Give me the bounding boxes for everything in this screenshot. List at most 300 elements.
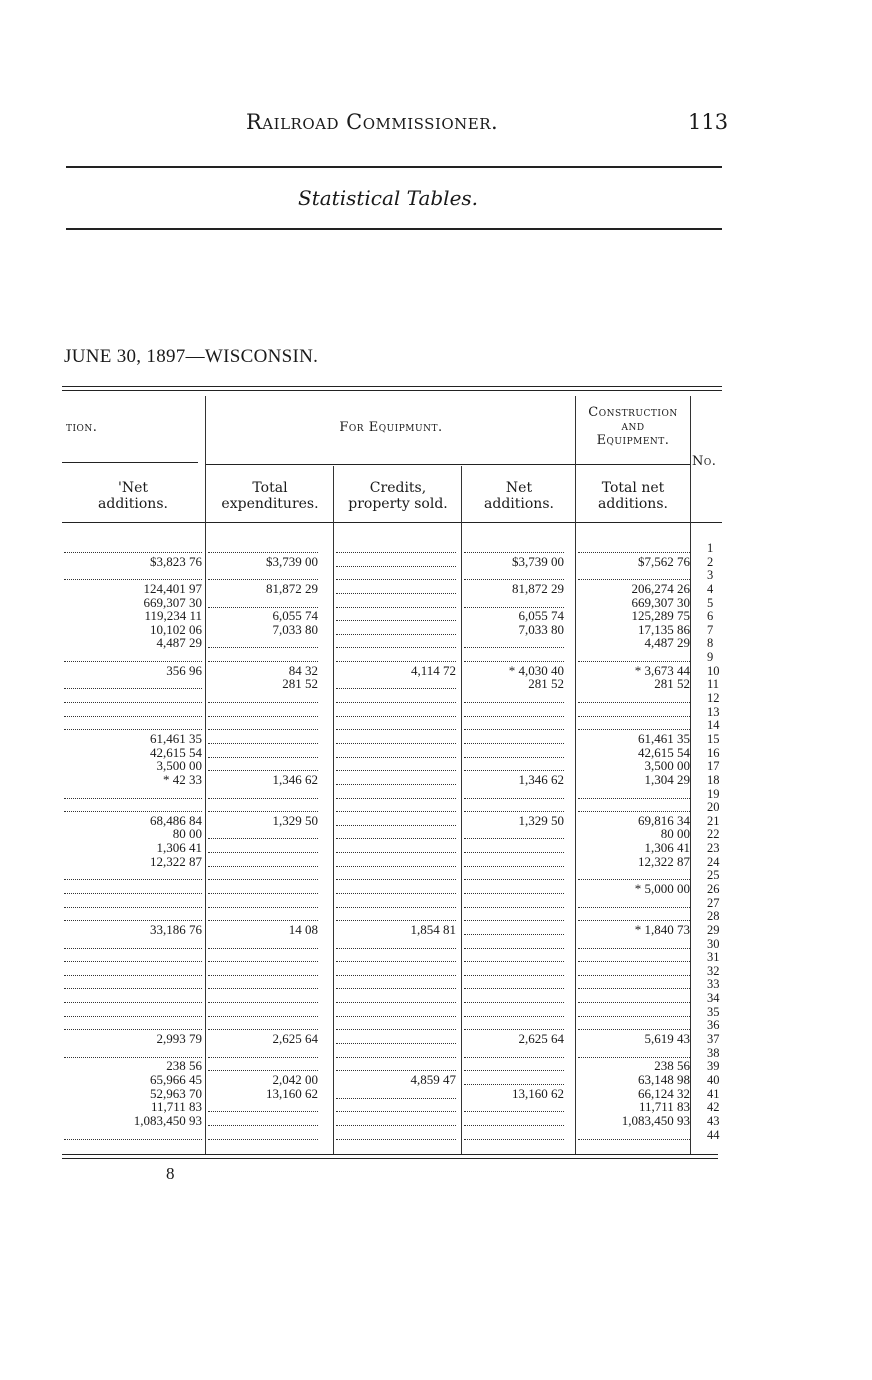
table-row bbox=[62, 787, 722, 801]
row-number: 32 bbox=[707, 963, 720, 978]
table-cell-e bbox=[578, 1005, 690, 1017]
table-cell-d: 81,872 29 bbox=[512, 580, 564, 596]
row-number: 8 bbox=[707, 636, 714, 651]
table-cell-b: 1,329 50 bbox=[272, 812, 318, 828]
table-cell-c bbox=[336, 609, 456, 621]
table-top-rule-2 bbox=[62, 390, 722, 391]
row-number: 13 bbox=[707, 704, 720, 719]
table-cell-c bbox=[336, 677, 456, 689]
table-cell-b bbox=[208, 827, 318, 839]
table-cell-c bbox=[336, 568, 456, 580]
table-cell-b bbox=[208, 732, 318, 744]
table-cell-b: 14 08 bbox=[288, 921, 318, 937]
table-cell-a: * 42 33 bbox=[163, 771, 202, 787]
table-cell-c bbox=[336, 909, 456, 921]
table-cell-d: 281 52 bbox=[528, 676, 564, 692]
row-number: 2 bbox=[707, 554, 714, 569]
running-head-title: Railroad Commissioner. bbox=[246, 110, 499, 134]
row-number: 11 bbox=[707, 677, 720, 692]
table-cell-b bbox=[208, 841, 318, 853]
table-row bbox=[62, 977, 722, 991]
row-number: 42 bbox=[707, 1100, 720, 1115]
table-cell-e: * 1,840 73 bbox=[634, 921, 690, 937]
table-cell-e: 69,816 34 bbox=[638, 812, 690, 828]
table-row bbox=[62, 555, 722, 569]
table-cell-a bbox=[64, 568, 202, 580]
table-cell-a bbox=[64, 541, 202, 553]
table-cell-d bbox=[464, 1100, 564, 1112]
row-number: 40 bbox=[707, 1072, 720, 1087]
table-cell-e: 125,289 75 bbox=[631, 608, 690, 624]
table-cell-e bbox=[578, 937, 690, 949]
table-cell-d bbox=[464, 746, 564, 758]
table-cell-d bbox=[464, 923, 564, 935]
table-cell-d bbox=[464, 636, 564, 648]
col-total-net-line1: Total net bbox=[601, 480, 665, 496]
col-net-additions bbox=[62, 480, 204, 512]
table-title: JUNE 30, 1897—WISCONSIN. bbox=[64, 346, 319, 367]
table-cell-c bbox=[336, 827, 456, 839]
table-cell-c: 4,114 72 bbox=[410, 662, 456, 678]
table-cell-a bbox=[64, 718, 202, 730]
table-row bbox=[62, 937, 722, 951]
table-cell-a: 52,963 70 bbox=[150, 1085, 202, 1101]
row-number: 16 bbox=[707, 745, 720, 760]
table-cell-c bbox=[336, 582, 456, 594]
table-cell-b bbox=[208, 541, 318, 553]
table-cell-c bbox=[336, 868, 456, 880]
row-number: 7 bbox=[707, 622, 714, 637]
row-number: 17 bbox=[707, 759, 720, 774]
table-cell-e: 80 00 bbox=[660, 826, 690, 842]
row-number: 23 bbox=[707, 841, 720, 856]
row-number: 31 bbox=[707, 950, 720, 965]
table-cell-c bbox=[336, 596, 456, 608]
table-cell-b bbox=[208, 1018, 318, 1030]
table-cell-a bbox=[64, 937, 202, 949]
table-cell-a: 669,307 30 bbox=[143, 594, 202, 610]
table-row bbox=[62, 991, 722, 1005]
table-cell-b bbox=[208, 636, 318, 648]
table-cell-b bbox=[208, 977, 318, 989]
table-cell-e bbox=[578, 800, 690, 812]
table-cell-e: 206,274 26 bbox=[631, 580, 690, 596]
table-cell-e: 4,487 29 bbox=[644, 635, 690, 651]
table-cell-c bbox=[336, 1032, 456, 1044]
table-row bbox=[62, 855, 722, 869]
table-cell-b bbox=[208, 964, 318, 976]
table-row bbox=[62, 582, 722, 596]
table-cell-c bbox=[336, 896, 456, 908]
table-cell-b bbox=[208, 896, 318, 908]
table-cell-e bbox=[578, 909, 690, 921]
table-cell-d bbox=[464, 787, 564, 799]
table-cell-e bbox=[578, 1018, 690, 1030]
table-cell-e: 66,124 32 bbox=[638, 1085, 690, 1101]
col-credits-line1: Credits, bbox=[369, 480, 427, 496]
table-cell-e bbox=[578, 896, 690, 908]
row-number: 19 bbox=[707, 786, 720, 801]
table-cell-d bbox=[464, 841, 564, 853]
table-cell-d bbox=[464, 596, 564, 608]
table-cell-d bbox=[464, 1005, 564, 1017]
table-cell-c bbox=[336, 1114, 456, 1126]
table-cell-b bbox=[208, 1059, 318, 1071]
table-cell-b bbox=[208, 937, 318, 949]
table-cell-c: 1,854 81 bbox=[410, 921, 456, 937]
table-cell-d bbox=[464, 827, 564, 839]
sub-rule-mid bbox=[206, 464, 690, 465]
table-top-rule bbox=[62, 386, 722, 387]
table-cell-a: 61,461 35 bbox=[150, 730, 202, 746]
table-cell-a: 42,615 54 bbox=[150, 744, 202, 760]
table-cell-d bbox=[464, 882, 564, 894]
table-cell-c bbox=[336, 964, 456, 976]
table-cell-a bbox=[64, 1046, 202, 1058]
table-row bbox=[62, 964, 722, 978]
table-row bbox=[62, 691, 722, 705]
row-number: 15 bbox=[707, 731, 720, 746]
table-cell-e bbox=[578, 1046, 690, 1058]
table-cell-c bbox=[336, 732, 456, 744]
table-cell-c bbox=[336, 1005, 456, 1017]
table-row bbox=[62, 950, 722, 964]
table-cell-c bbox=[336, 1059, 456, 1071]
row-number: 37 bbox=[707, 1032, 720, 1047]
row-number: 21 bbox=[707, 813, 720, 828]
row-number: 25 bbox=[707, 868, 720, 883]
table-cell-d bbox=[464, 705, 564, 717]
table-cell-c bbox=[336, 541, 456, 553]
table-row bbox=[62, 773, 722, 787]
table-cell-a bbox=[64, 868, 202, 880]
table-cell-e bbox=[578, 541, 690, 553]
row-number: 35 bbox=[707, 1004, 720, 1019]
table-cell-a: 68,486 84 bbox=[150, 812, 202, 828]
col-net-additions-line2: additions. bbox=[98, 496, 168, 512]
table-cell-c bbox=[336, 1128, 456, 1140]
row-number: 20 bbox=[707, 800, 720, 815]
group-construction-line1: Construction bbox=[588, 405, 678, 420]
col-total-net-additions bbox=[576, 480, 690, 512]
table-cell-d bbox=[464, 868, 564, 880]
table-cell-b bbox=[208, 950, 318, 962]
sub-rule-left bbox=[62, 462, 198, 463]
table-cell-e: 3,500 00 bbox=[644, 758, 690, 774]
table-cell-d: 13,160 62 bbox=[512, 1085, 564, 1101]
table-cell-d bbox=[464, 1046, 564, 1058]
group-construction-line3: Equipment. bbox=[596, 433, 670, 448]
row-number: 10 bbox=[707, 663, 720, 678]
row-number: 4 bbox=[707, 581, 714, 596]
table-row bbox=[62, 1005, 722, 1019]
table-cell-b bbox=[208, 991, 318, 1003]
table-cell-c bbox=[336, 746, 456, 758]
table-cell-e bbox=[578, 568, 690, 580]
table-cell-a bbox=[64, 677, 202, 689]
row-number: 34 bbox=[707, 991, 720, 1006]
table-cell-a: 12,322 87 bbox=[150, 853, 202, 869]
table-cell-e: * 5,000 00 bbox=[634, 881, 690, 896]
row-number: 33 bbox=[707, 977, 720, 992]
table-cell-e: * 3,673 44 bbox=[634, 662, 690, 678]
table-row bbox=[62, 896, 722, 910]
table-cell-c bbox=[336, 1087, 456, 1099]
row-number: 24 bbox=[707, 854, 720, 869]
table-cell-d bbox=[464, 1018, 564, 1030]
row-number: 41 bbox=[707, 1086, 720, 1101]
table-row bbox=[62, 841, 722, 855]
table-cell-a: 2,993 79 bbox=[156, 1031, 202, 1047]
table-cell-b bbox=[208, 1100, 318, 1112]
table-cell-c bbox=[336, 787, 456, 799]
section-subtitle: Statistical Tables. bbox=[298, 186, 479, 210]
table-cell-c bbox=[336, 841, 456, 853]
table-cell-d bbox=[464, 759, 564, 771]
table-cell-a: 3,500 00 bbox=[156, 758, 202, 774]
table-cell-c bbox=[336, 800, 456, 812]
row-number: 43 bbox=[707, 1113, 720, 1128]
table-cell-d: 2,625 64 bbox=[518, 1031, 564, 1047]
group-construction-line2: and bbox=[621, 419, 645, 434]
table-row bbox=[62, 1114, 722, 1128]
row-number: 39 bbox=[707, 1059, 720, 1074]
table-cell-e: 238 56 bbox=[654, 1058, 690, 1074]
row-number: 38 bbox=[707, 1045, 720, 1060]
table-cell-c bbox=[336, 950, 456, 962]
table-cell-d: 6,055 74 bbox=[518, 608, 564, 624]
table-cell-a: 80 00 bbox=[172, 826, 202, 842]
row-number: 1 bbox=[707, 541, 714, 555]
table-row bbox=[62, 1073, 722, 1087]
table-row bbox=[62, 923, 722, 937]
row-number: 29 bbox=[707, 922, 720, 937]
table-cell-d bbox=[464, 855, 564, 867]
table-cell-d bbox=[464, 909, 564, 921]
row-number: 30 bbox=[707, 936, 720, 951]
table-cell-a bbox=[64, 882, 202, 894]
table-row bbox=[62, 1046, 722, 1060]
table-cell-e bbox=[578, 650, 690, 662]
table-row bbox=[62, 705, 722, 719]
table-cell-b bbox=[208, 1005, 318, 1017]
col-net-additions-line1: 'Net bbox=[117, 480, 148, 496]
table-cell-d bbox=[464, 1059, 564, 1071]
table-cell-d: 1,346 62 bbox=[518, 771, 564, 787]
table-cell-b: $3,739 00 bbox=[266, 553, 318, 569]
table-row bbox=[62, 541, 722, 555]
table-cell-b bbox=[208, 1128, 318, 1140]
table-cell-c bbox=[336, 1046, 456, 1058]
table-cell-d bbox=[464, 1073, 564, 1085]
table-cell-c bbox=[336, 991, 456, 1003]
row-number: 6 bbox=[707, 609, 714, 624]
table-cell-b: 2,042 00 bbox=[272, 1071, 318, 1087]
table-cell-b bbox=[208, 650, 318, 662]
table-cell-b bbox=[208, 691, 318, 703]
table-cell-d: 7,033 80 bbox=[518, 621, 564, 637]
table-cell-b bbox=[208, 868, 318, 880]
table-cell-c bbox=[336, 977, 456, 989]
row-number: 22 bbox=[707, 827, 720, 842]
table-cell-c bbox=[336, 882, 456, 894]
table-cell-a bbox=[64, 705, 202, 717]
table-cell-b: 84 32 bbox=[288, 662, 318, 678]
table-cell-e: 61,461 35 bbox=[638, 730, 690, 746]
row-number: 44 bbox=[707, 1127, 720, 1142]
row-number: 9 bbox=[707, 650, 714, 665]
table-cell-a bbox=[64, 787, 202, 799]
table-row bbox=[62, 868, 722, 882]
table-cell-e: $7,562 76 bbox=[638, 553, 690, 569]
table-cell-c bbox=[336, 555, 456, 567]
row-number: 3 bbox=[707, 568, 714, 583]
col-net-add-line2: additions. bbox=[484, 496, 554, 512]
table-cell-a: 356 96 bbox=[166, 662, 202, 678]
table-cell-b bbox=[208, 1046, 318, 1058]
table-cell-c bbox=[336, 691, 456, 703]
table-cell-a: 4,487 29 bbox=[156, 635, 202, 651]
table-row bbox=[62, 814, 722, 828]
table-cell-a bbox=[64, 1128, 202, 1140]
table-cell-e: 17,135 86 bbox=[638, 621, 690, 637]
col-total-exp-line2: expenditures. bbox=[221, 496, 319, 512]
table-cell-e: 63,148 98 bbox=[638, 1071, 690, 1087]
table-cell-d: * 4,030 40 bbox=[508, 662, 564, 678]
table-cell-c bbox=[336, 759, 456, 771]
group-left-fragment: tion. bbox=[66, 420, 98, 435]
row-number: 14 bbox=[707, 718, 720, 733]
table-cell-e bbox=[578, 1128, 690, 1140]
col-total-expenditures bbox=[206, 480, 334, 512]
table-cell-e bbox=[578, 718, 690, 730]
table-cell-d bbox=[464, 568, 564, 580]
table-cell-a bbox=[64, 691, 202, 703]
table-cell-a: 119,234 11 bbox=[144, 608, 202, 624]
table-cell-d bbox=[464, 1114, 564, 1126]
table-cell-d bbox=[464, 950, 564, 962]
table-cell-c bbox=[336, 623, 456, 635]
group-no: No. bbox=[692, 454, 717, 469]
table-cell-b bbox=[208, 909, 318, 921]
table-cell-b: 1,346 62 bbox=[272, 771, 318, 787]
table-cell-b bbox=[208, 705, 318, 717]
page-number: 113 bbox=[688, 110, 729, 134]
table-cell-e bbox=[578, 787, 690, 799]
table-cell-c bbox=[336, 705, 456, 717]
table-cell-a bbox=[64, 800, 202, 812]
table-cell-a bbox=[64, 1018, 202, 1030]
table-cell-a: 238 56 bbox=[166, 1058, 202, 1074]
table-cell-c bbox=[336, 718, 456, 730]
table-cell-a: 1,306 41 bbox=[156, 840, 202, 856]
table-row bbox=[62, 882, 722, 896]
table-cell-b bbox=[208, 568, 318, 580]
table-cell-b bbox=[208, 759, 318, 771]
table-cell-a bbox=[64, 650, 202, 662]
table-cell-a bbox=[64, 950, 202, 962]
table-row bbox=[62, 732, 722, 746]
row-number: 36 bbox=[707, 1018, 720, 1033]
row-number: 27 bbox=[707, 895, 720, 910]
table-cell-a bbox=[64, 896, 202, 908]
table-cell-e: 12,322 87 bbox=[638, 853, 690, 869]
table-row bbox=[62, 636, 722, 650]
table-cell-a: 33,186 76 bbox=[150, 921, 202, 937]
table-cell-a: 1,083,450 93 bbox=[133, 1112, 202, 1128]
table-cell-c bbox=[336, 937, 456, 949]
table-cell-e bbox=[578, 964, 690, 976]
table-cell-c bbox=[336, 1100, 456, 1112]
table-cell-e bbox=[578, 977, 690, 989]
table-cell-e: 11,711 83 bbox=[638, 1099, 690, 1115]
table-cell-b bbox=[208, 1114, 318, 1126]
table-row bbox=[62, 650, 722, 664]
row-number: 26 bbox=[707, 882, 720, 896]
table-cell-d: $3,739 00 bbox=[512, 553, 564, 569]
col-total-exp-line1: Total bbox=[252, 480, 288, 496]
table-cell-e: 42,615 54 bbox=[638, 744, 690, 760]
table-bottom-rule bbox=[62, 1154, 718, 1155]
table-cell-b bbox=[208, 596, 318, 608]
table-cell-c bbox=[336, 773, 456, 785]
table-cell-b bbox=[208, 855, 318, 867]
table-row bbox=[62, 759, 722, 773]
table-cell-d: 1,329 50 bbox=[518, 812, 564, 828]
table-cell-a: $3,823 76 bbox=[150, 553, 202, 569]
table-cell-e bbox=[578, 691, 690, 703]
col-total-net-line2: additions. bbox=[598, 496, 668, 512]
table-cell-b: 2,625 64 bbox=[272, 1031, 318, 1047]
table-cell-a: 10,102 06 bbox=[150, 621, 202, 637]
table-cell-b: 81,872 29 bbox=[266, 580, 318, 596]
table-cell-b bbox=[208, 882, 318, 894]
table-cell-a bbox=[64, 1005, 202, 1017]
header-bottom-rule bbox=[62, 522, 722, 523]
table-cell-d bbox=[464, 937, 564, 949]
table-cell-a: 65,966 45 bbox=[150, 1071, 202, 1087]
table-cell-d bbox=[464, 541, 564, 553]
table-cell-e bbox=[578, 950, 690, 962]
table-cell-a bbox=[64, 909, 202, 921]
row-number: 28 bbox=[707, 909, 720, 924]
table-cell-c: 4,859 47 bbox=[410, 1071, 456, 1087]
table-cell-b bbox=[208, 746, 318, 758]
col-net-add-line1: Net bbox=[505, 480, 533, 496]
signature-mark: 8 bbox=[166, 1164, 175, 1183]
col-credits bbox=[334, 480, 462, 512]
table-cell-e: 5,619 43 bbox=[644, 1031, 690, 1047]
table-cell-d bbox=[464, 691, 564, 703]
group-for-equipment: For Equipmunt. bbox=[339, 420, 443, 435]
table-cell-e bbox=[578, 705, 690, 717]
table-row bbox=[62, 1128, 722, 1142]
table-cell-d bbox=[464, 800, 564, 812]
col-net-additions-equip bbox=[462, 480, 576, 512]
table-cell-e: 669,307 30 bbox=[631, 594, 690, 610]
table-cell-c bbox=[336, 650, 456, 662]
table-cell-b: 7,033 80 bbox=[272, 621, 318, 637]
table-cell-e: 281 52 bbox=[654, 676, 690, 692]
row-number: 12 bbox=[707, 691, 720, 706]
header-rule-top bbox=[66, 166, 722, 168]
table-cell-b bbox=[208, 787, 318, 799]
table-cell-b: 6,055 74 bbox=[272, 608, 318, 624]
table-cell-a bbox=[64, 977, 202, 989]
table-cell-b: 13,160 62 bbox=[266, 1085, 318, 1101]
table-row bbox=[62, 1032, 722, 1046]
table-cell-a: 11,711 83 bbox=[150, 1099, 202, 1115]
